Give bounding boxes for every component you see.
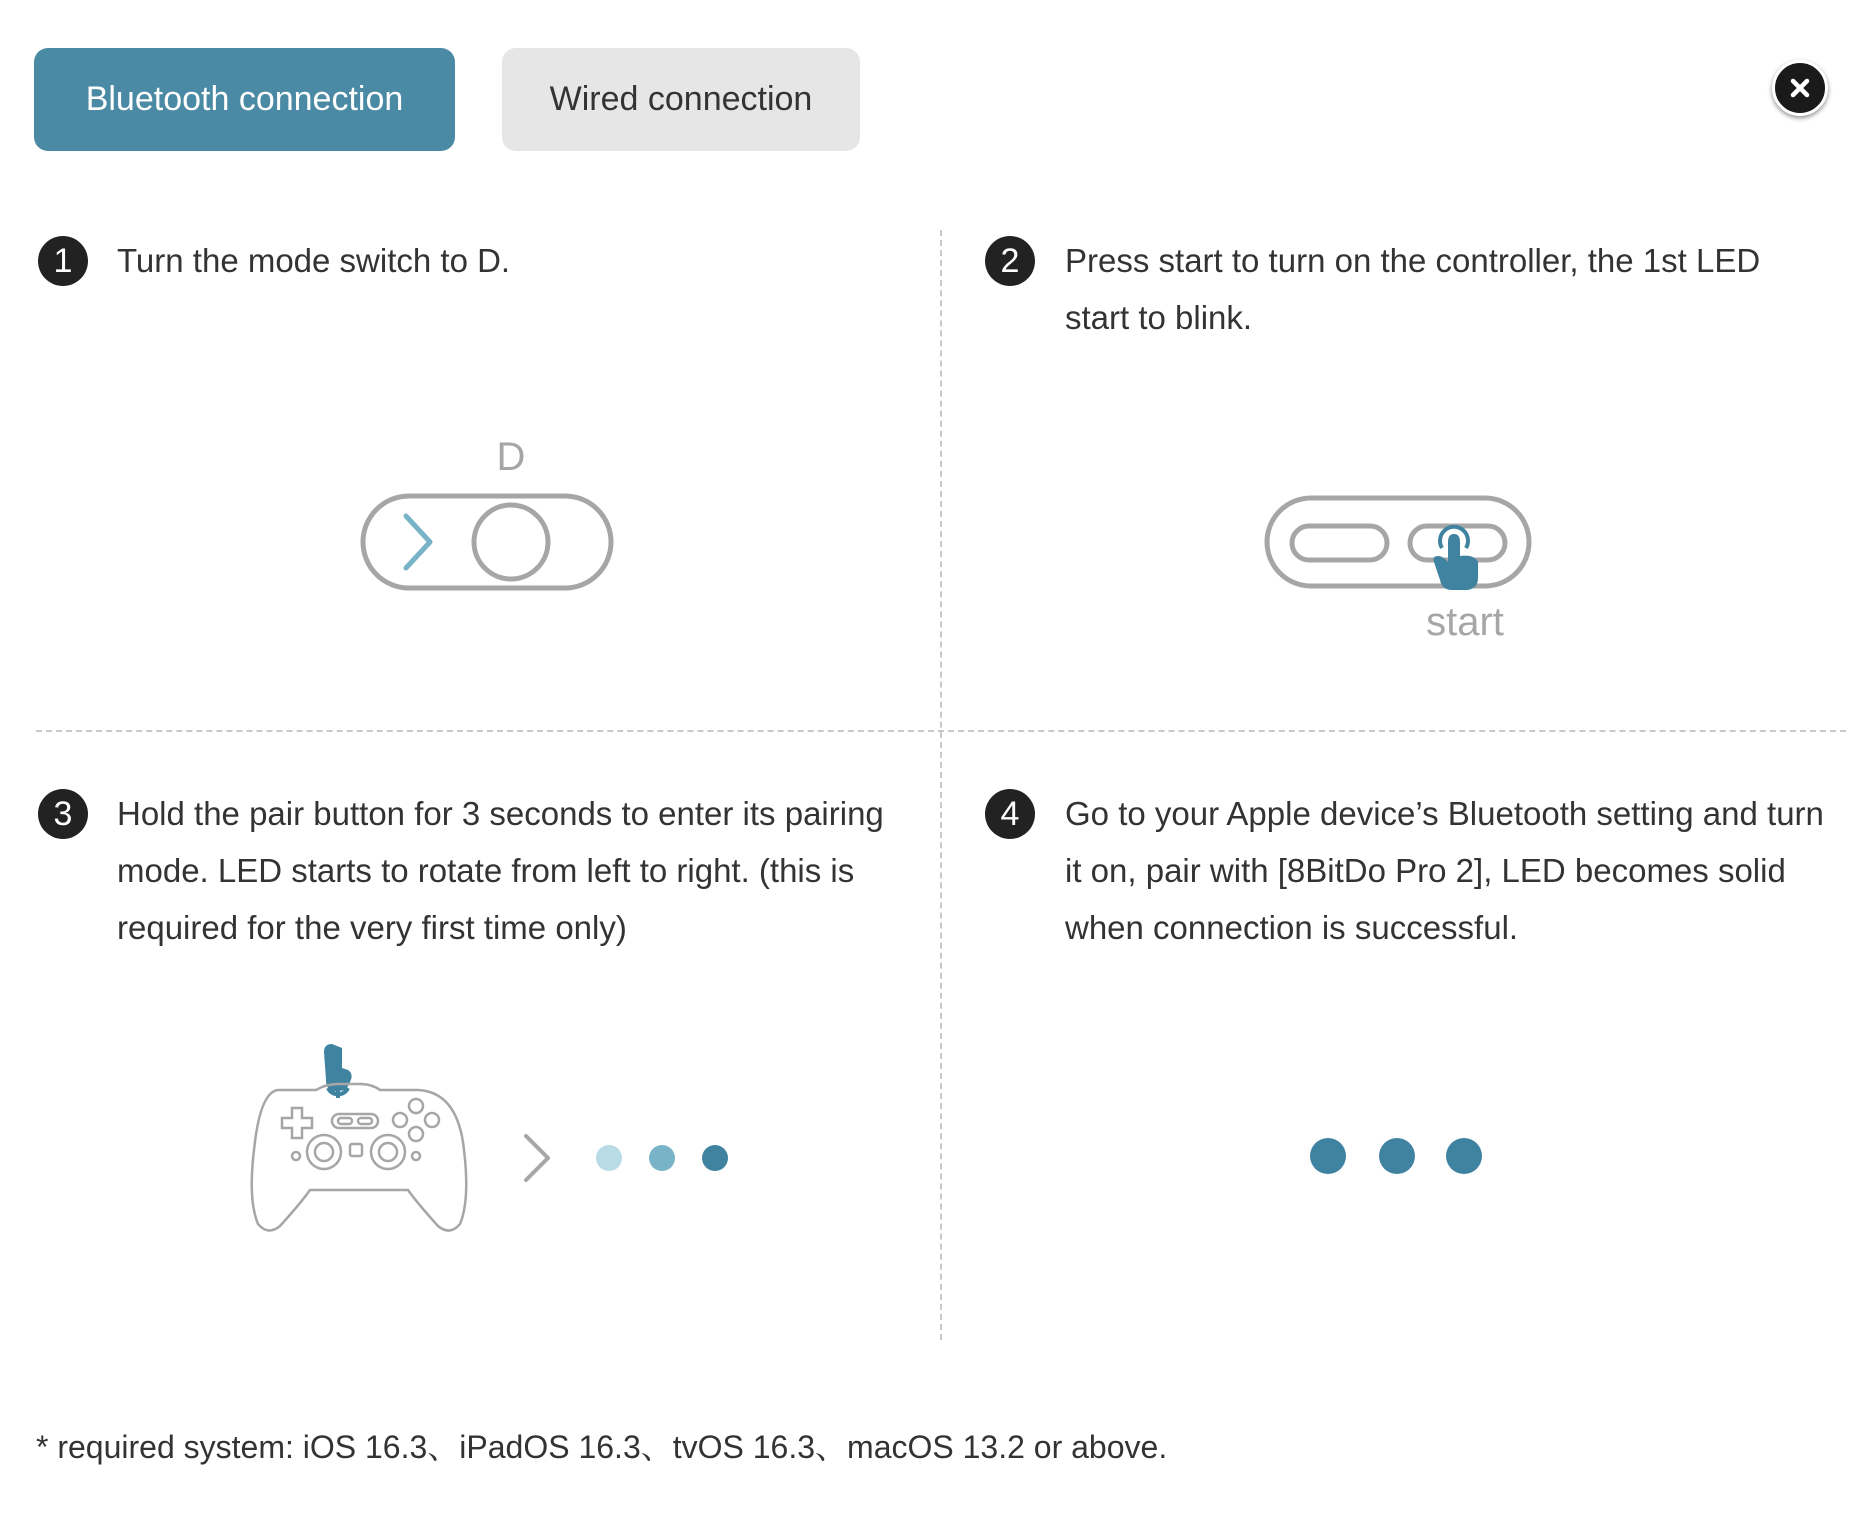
step-1-badge: 1 bbox=[38, 236, 88, 286]
led-3 bbox=[702, 1145, 728, 1171]
tab-bluetooth-connection[interactable]: Bluetooth connection bbox=[34, 48, 455, 151]
controller-icon bbox=[252, 1084, 467, 1231]
led-2 bbox=[649, 1145, 675, 1171]
mode-switch-label: D bbox=[496, 435, 526, 479]
select-button bbox=[1292, 526, 1387, 560]
step-2-badge: 2 bbox=[985, 236, 1035, 286]
chevron-right-icon bbox=[406, 516, 430, 568]
step-2-text: Press start to turn on the controller, the 1st LED start to blink. bbox=[1065, 242, 1761, 336]
mode-switch-illustration bbox=[356, 420, 626, 610]
step-4-badge: 4 bbox=[985, 789, 1035, 839]
led-2 bbox=[1379, 1138, 1415, 1174]
controller-illustration bbox=[238, 1040, 478, 1245]
chevron-right-icon bbox=[526, 1136, 548, 1180]
step-4-text: Go to your Apple device’s Bluetooth setting and turn it on, pair with [8BitDo Pro 2], LED becomes solid when connection is successful. bbox=[1065, 795, 1824, 946]
system-requirements-note: * required system: iOS 16.3、iPadOS 16.3、tvOS 16.3、macOS 13.2 or above. bbox=[36, 1429, 1168, 1465]
close-icon bbox=[1788, 76, 1812, 100]
led-solid-indicator bbox=[1304, 1126, 1504, 1191]
press-pair-hand-icon bbox=[324, 1044, 352, 1098]
led-1 bbox=[596, 1145, 622, 1171]
step-3-badge: 3 bbox=[38, 789, 88, 839]
tap-hand-icon bbox=[1434, 527, 1479, 590]
start-label: start bbox=[1426, 600, 1504, 644]
start-button-illustration bbox=[1262, 490, 1542, 665]
tab-wired-connection[interactable]: Wired connection bbox=[502, 48, 860, 151]
chevron-arrow bbox=[518, 1130, 558, 1191]
step-1-text: Turn the mode switch to D. bbox=[117, 242, 511, 279]
close-button[interactable] bbox=[1772, 60, 1828, 116]
vertical-divider bbox=[940, 230, 942, 1340]
mode-switch-track bbox=[363, 496, 611, 588]
button-housing bbox=[1267, 498, 1529, 586]
led-3 bbox=[1446, 1138, 1482, 1174]
led-rotating-indicator bbox=[594, 1130, 744, 1191]
horizontal-divider bbox=[36, 730, 1846, 732]
led-1 bbox=[1310, 1138, 1346, 1174]
step-3-text: Hold the pair button for 3 seconds to enter its pairing mode. LED starts to rotate from left to right. (this is required for the very first time only) bbox=[117, 795, 884, 946]
mode-switch-knob bbox=[474, 505, 548, 579]
